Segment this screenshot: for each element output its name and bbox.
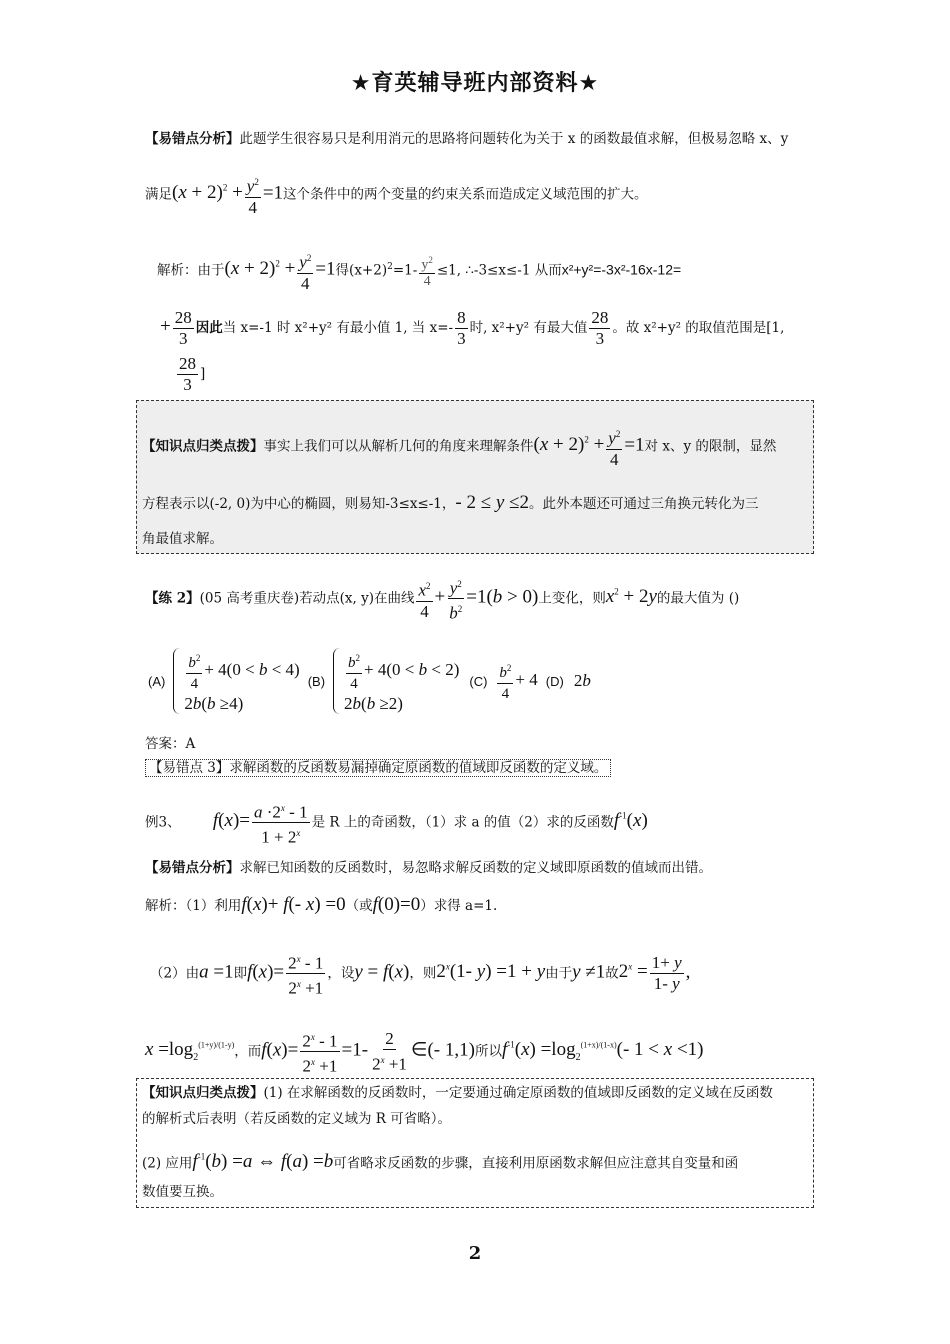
page-number: 2 xyxy=(468,1243,482,1264)
solution-1-line-1: 解析：由于$(x + 2)^2$ + $\frac{y^2}{4}$ =1得$(x+2)^2=1-$ $\frac{y^2}{4}$ ≤1, ∴-3≤x≤-1 从而x²+y²=-3x²-16x-12= xyxy=(157,242,827,294)
knowledge-3-line-3: (2) 应用$f^{-1}(b) =a$ ⇔ f(a) =b可省略求反函数的步骤，直接利用原函数求解但应注意其自变量和函 xyxy=(142,1151,739,1173)
text: 可省略求反函数的步骤，直接利用原函数求解但应注意其自变量和函 xyxy=(333,1155,739,1172)
text: 数值要互换。 xyxy=(142,1184,223,1200)
mistake-analysis-tag: 【易错点分析】 xyxy=(145,131,240,147)
text: 得(x+2) xyxy=(335,262,388,279)
text: 这个条件中的两个变量的约束关系而造成定义域范围的扩大。 xyxy=(283,186,648,203)
formula-fraction: $\frac{2^x - 1}{2^x +1}$ xyxy=(300,1027,339,1077)
formula: $x^2 + 2y$ xyxy=(605,586,657,608)
answer: 答案：A xyxy=(145,736,196,752)
mistake-3-title: 【易错点 3】求解函数的反函数易漏掉确定原函数的值域即反函数的定义域。 xyxy=(145,759,611,777)
text: ≤1, ∴-3≤x≤-1 从而 xyxy=(436,262,562,279)
text: 故 xyxy=(605,965,619,982)
formula-fraction: $\frac{1+ y}{1- y}$ xyxy=(651,953,682,994)
text: 是 R 上的奇函数，（1）求 a 的值（2）求的反函数 xyxy=(311,814,614,831)
formula-fraction: $\frac{28}{3}$ xyxy=(179,354,196,394)
formula: f(x)= xyxy=(212,810,250,832)
knowledge-1-line-2 xyxy=(142,492,812,515)
knowledge-tag: 【知识点归类点拨】 xyxy=(142,1085,264,1101)
formula-fraction: $\frac{y^2}{4}$ xyxy=(606,424,622,470)
formula: $(x + 2)^2$ + xyxy=(533,434,605,456)
mistake-analysis-3-line xyxy=(145,857,815,879)
text: ，而 xyxy=(234,1043,262,1060)
formula: - 2 ≤ y ≤2 xyxy=(455,492,530,513)
formula-fraction: $\frac{a \cdot 2^x - 1}{1 + 2^x}$ xyxy=(252,798,310,848)
mistake-analysis-1-line-2: 满足$(x + 2)^2$ + $\frac{y^2}{4}$ =1这个条件中的两个变量的约束关系而造成定义域范围的扩大。 xyxy=(145,168,815,218)
formula: $f^{-1}(x)$ xyxy=(613,810,648,832)
formula-fraction: $\frac{y^2}{4}$ xyxy=(297,248,313,294)
formula-fraction: $\frac{y^2}{b^2}$ xyxy=(447,574,464,624)
choices-row xyxy=(148,640,808,722)
choice-c-formula: $\frac{b^2}{4}$ + 4 xyxy=(495,658,537,704)
text: ，则 xyxy=(409,965,437,982)
text: 方程表示以(-2, 0)为中心的椭圆，则易知-3≤x≤-1， xyxy=(142,496,456,512)
choice-b-label: (B) xyxy=(307,673,326,689)
text: 的最大值为 () xyxy=(656,590,740,607)
text: ，设 xyxy=(327,965,355,982)
formula-fraction: $\frac{y^2}{4}$ xyxy=(419,252,435,291)
knowledge-1-line-1: 【知识点归类点拨】事实上我们可以从解析几何的角度来理解条件$(x + 2)^2$ + $\frac{y^2}{4}$ =1对 x、y 的限制，显然 xyxy=(142,418,812,470)
formula-fraction: $\frac{x^2}{4}$ xyxy=(416,576,432,622)
text: =1- xyxy=(392,262,418,279)
choice-d-formula: 2b xyxy=(573,671,591,690)
formula-fraction: $\frac{28}{3}$ xyxy=(174,308,192,348)
page-title: ★育英辅导班内部资料★ xyxy=(350,71,600,96)
text: 满足 xyxy=(145,186,172,203)
formula-ellipse: $(x + 2)^2$ + xyxy=(172,182,243,204)
choice-a-system: $\frac{b^2}{4}$ + 4(0 < b < 4) 2b(b ≥4) xyxy=(173,648,299,714)
mistake-3-line xyxy=(145,757,815,779)
text: 事实上我们可以从解析几何的角度来理解条件 xyxy=(263,438,534,455)
text: 所以 xyxy=(474,1043,502,1060)
text: 对 x、y 的限制，显然 xyxy=(644,438,777,455)
text: 上变化，则 xyxy=(538,590,606,607)
mistake-analysis-1-line-1 xyxy=(145,128,815,150)
knowledge-tag: 【知识点归类点拨】 xyxy=(142,438,264,455)
solution-3-line-2: （2）由a =1即f(x)= $\frac{2^x - 1}{2^x +1}$ ，设y = f(x)，则2$^x$(1- y) =1 + y由于y ≠1故$2^x$ = $\frac{1+ y}{1- y}$ , xyxy=(150,942,820,999)
text: ] xyxy=(200,366,206,382)
example-3-line xyxy=(145,792,815,848)
formula-fraction: $\frac{2^x - 1}{2^x +1}$ xyxy=(286,949,325,999)
text: (1) 在求解函数的反函数时，一定要通过确定原函数的值域即反函数的定义域在反函数 xyxy=(263,1085,773,1101)
text: 当 x=-1 时 x²+y² 有最小值 1, 当 x=- xyxy=(222,320,454,336)
practice-tag: 【练 2】 xyxy=(145,590,200,607)
knowledge-3-line-2 xyxy=(142,1108,812,1130)
text: （或 xyxy=(345,898,373,914)
text: （2）由 xyxy=(150,965,200,982)
text: ）求得 a=1. xyxy=(420,898,498,914)
formula-fraction: $\frac{8}{3}$ xyxy=(457,308,466,348)
text: 解析：由于 xyxy=(157,262,225,279)
text: 因此 xyxy=(195,320,223,336)
knowledge-3-line-1 xyxy=(142,1082,812,1104)
text: 角最值求解。 xyxy=(142,531,223,547)
choice-b-system: $\frac{b^2}{4}$ + 4(0 < b < 2) 2b(b ≥2) xyxy=(333,648,459,714)
text: 。此外本题还可通过三角换元转化为三 xyxy=(529,496,759,512)
knowledge-3-line-4 xyxy=(142,1181,812,1203)
formula-fraction: $\frac{2}{2^x +1}$ xyxy=(372,1029,407,1074)
solution-1-line-3 xyxy=(175,352,845,396)
choice-c-label: (C) xyxy=(469,673,488,689)
solution-3-line-3: $x =\log_2^{(1+y)/(1-y)}$，而f(x)= $\frac{2^x - 1}{2^x +1}$ =1- $\frac{2}{2^x +1}$ ∈(- 1,1)所以$f^{-1}(x) =\log_2^{(1+x)/(1-x)}(-$ 1 < x <1) xyxy=(145,1020,815,1083)
choice-a-label: (A) xyxy=(148,673,166,689)
text: 解析：（1）利用 xyxy=(145,898,242,914)
formula: $(x + 2)^2$ + xyxy=(224,258,296,280)
text: 即 xyxy=(233,965,248,982)
text: 时, x²+y² 有最大值 xyxy=(469,320,588,336)
formula-expr: x²+y²=-3x²-16x-12= xyxy=(561,261,682,278)
knowledge-1-line-3 xyxy=(142,528,812,550)
text: 的解析式后表明（若反函数的定义域为 R 可省略）。 xyxy=(142,1111,451,1127)
mistake-analysis-tag: 【易错点分析】 xyxy=(145,860,240,876)
solution-3-line-1: 解析：（1）利用f(x)+ f(- x) =0（或f(0)=0）求得 a=1. xyxy=(145,894,498,915)
text: 求解已知函数的反函数时，易忽略求解反函数的定义域即原函数的值域而出错。 xyxy=(239,860,712,876)
example-label: 例3、 xyxy=(145,814,181,831)
formula-fraction: $\frac{y^2}{4}$ xyxy=(245,172,261,218)
text: 。故 x²+y² 的取值范围是[1, xyxy=(612,320,785,336)
practice-2-line: 【练 2】(05 高考重庆卷)若动点(x, y)在曲线 $\frac{x^2}{4}$ + $\frac{y^2}{b^2}$ =1(b > 0)上变化，则$x^2 + 2y$的最大值为 () xyxy=(145,570,815,624)
mistake-analysis-text: 此题学生很容易只是利用消元的思路将问题转化为关于 x 的函数最值求解，但极易忽略 x、y xyxy=(239,131,789,147)
formula-fraction: $\frac{28}{3}$ xyxy=(591,308,609,348)
text: 由于 xyxy=(545,965,573,982)
text: 若动点(x, y)在曲线 xyxy=(299,590,415,607)
choice-d-label: (D) xyxy=(545,673,564,689)
solution-1-line-2: + $\frac{28}{3}$ 因此当 x=-1 时 x²+y² 有最小值 1, 当 x=- $\frac{8}{3}$ 时, x²+y² 有最大值 $\frac{28}{3}$ 。故 x²+y² 的取值范围是[1, xyxy=(160,308,785,348)
text: (2) 应用 xyxy=(142,1155,193,1172)
text: (05 高考重庆卷) xyxy=(199,590,300,607)
